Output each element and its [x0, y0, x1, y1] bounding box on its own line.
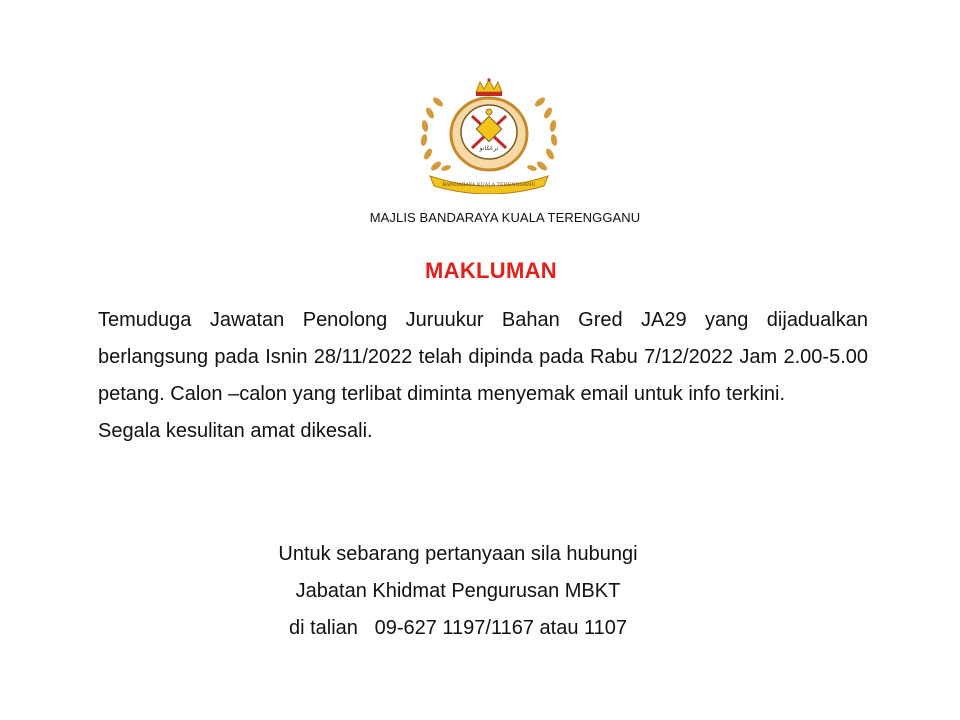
logo-inner-text: ترڠݢانو: [479, 145, 499, 152]
wreath-right-icon: [526, 96, 558, 172]
contact-line-2: Jabatan Khidmat Pengurusan MBKT: [295, 580, 621, 602]
organization-name: MAJLIS BANDARAYA KUALA TERENGGANU: [369, 210, 641, 225]
city-council-logo: [414, 78, 564, 194]
crown-icon: [476, 78, 502, 96]
contact-block: [0, 536, 916, 647]
contact-line-1: Untuk sebarang pertanyaan sila hubungi: [278, 543, 638, 565]
notice-paragraph: Temuduga Jawatan Penolong Juruukur Bahan Gred JA29 yang dijadualkan berlangsung pada Isnin 28/11/2022 telah dipinda pada Rabu 7/12/2022 Jam 2.00-5.00 petang. Calon –calon yang terlibat diminta menyemak email untuk info terkini.: [98, 309, 868, 405]
notice-title: MAKLUMAN: [425, 258, 557, 283]
contact-line-3: di talian 09-627 1197/1167 atau 1107: [288, 617, 628, 639]
logo-ribbon-text: BANDARAYA KUALA TERENGGANU: [442, 182, 536, 188]
apology-line: Segala kesulitan amat dikesali.: [98, 420, 373, 442]
notice-body: [98, 302, 868, 450]
wreath-left-icon: [420, 96, 452, 172]
ribbon-icon: [430, 176, 548, 194]
emblem-oval-icon: [451, 98, 527, 170]
